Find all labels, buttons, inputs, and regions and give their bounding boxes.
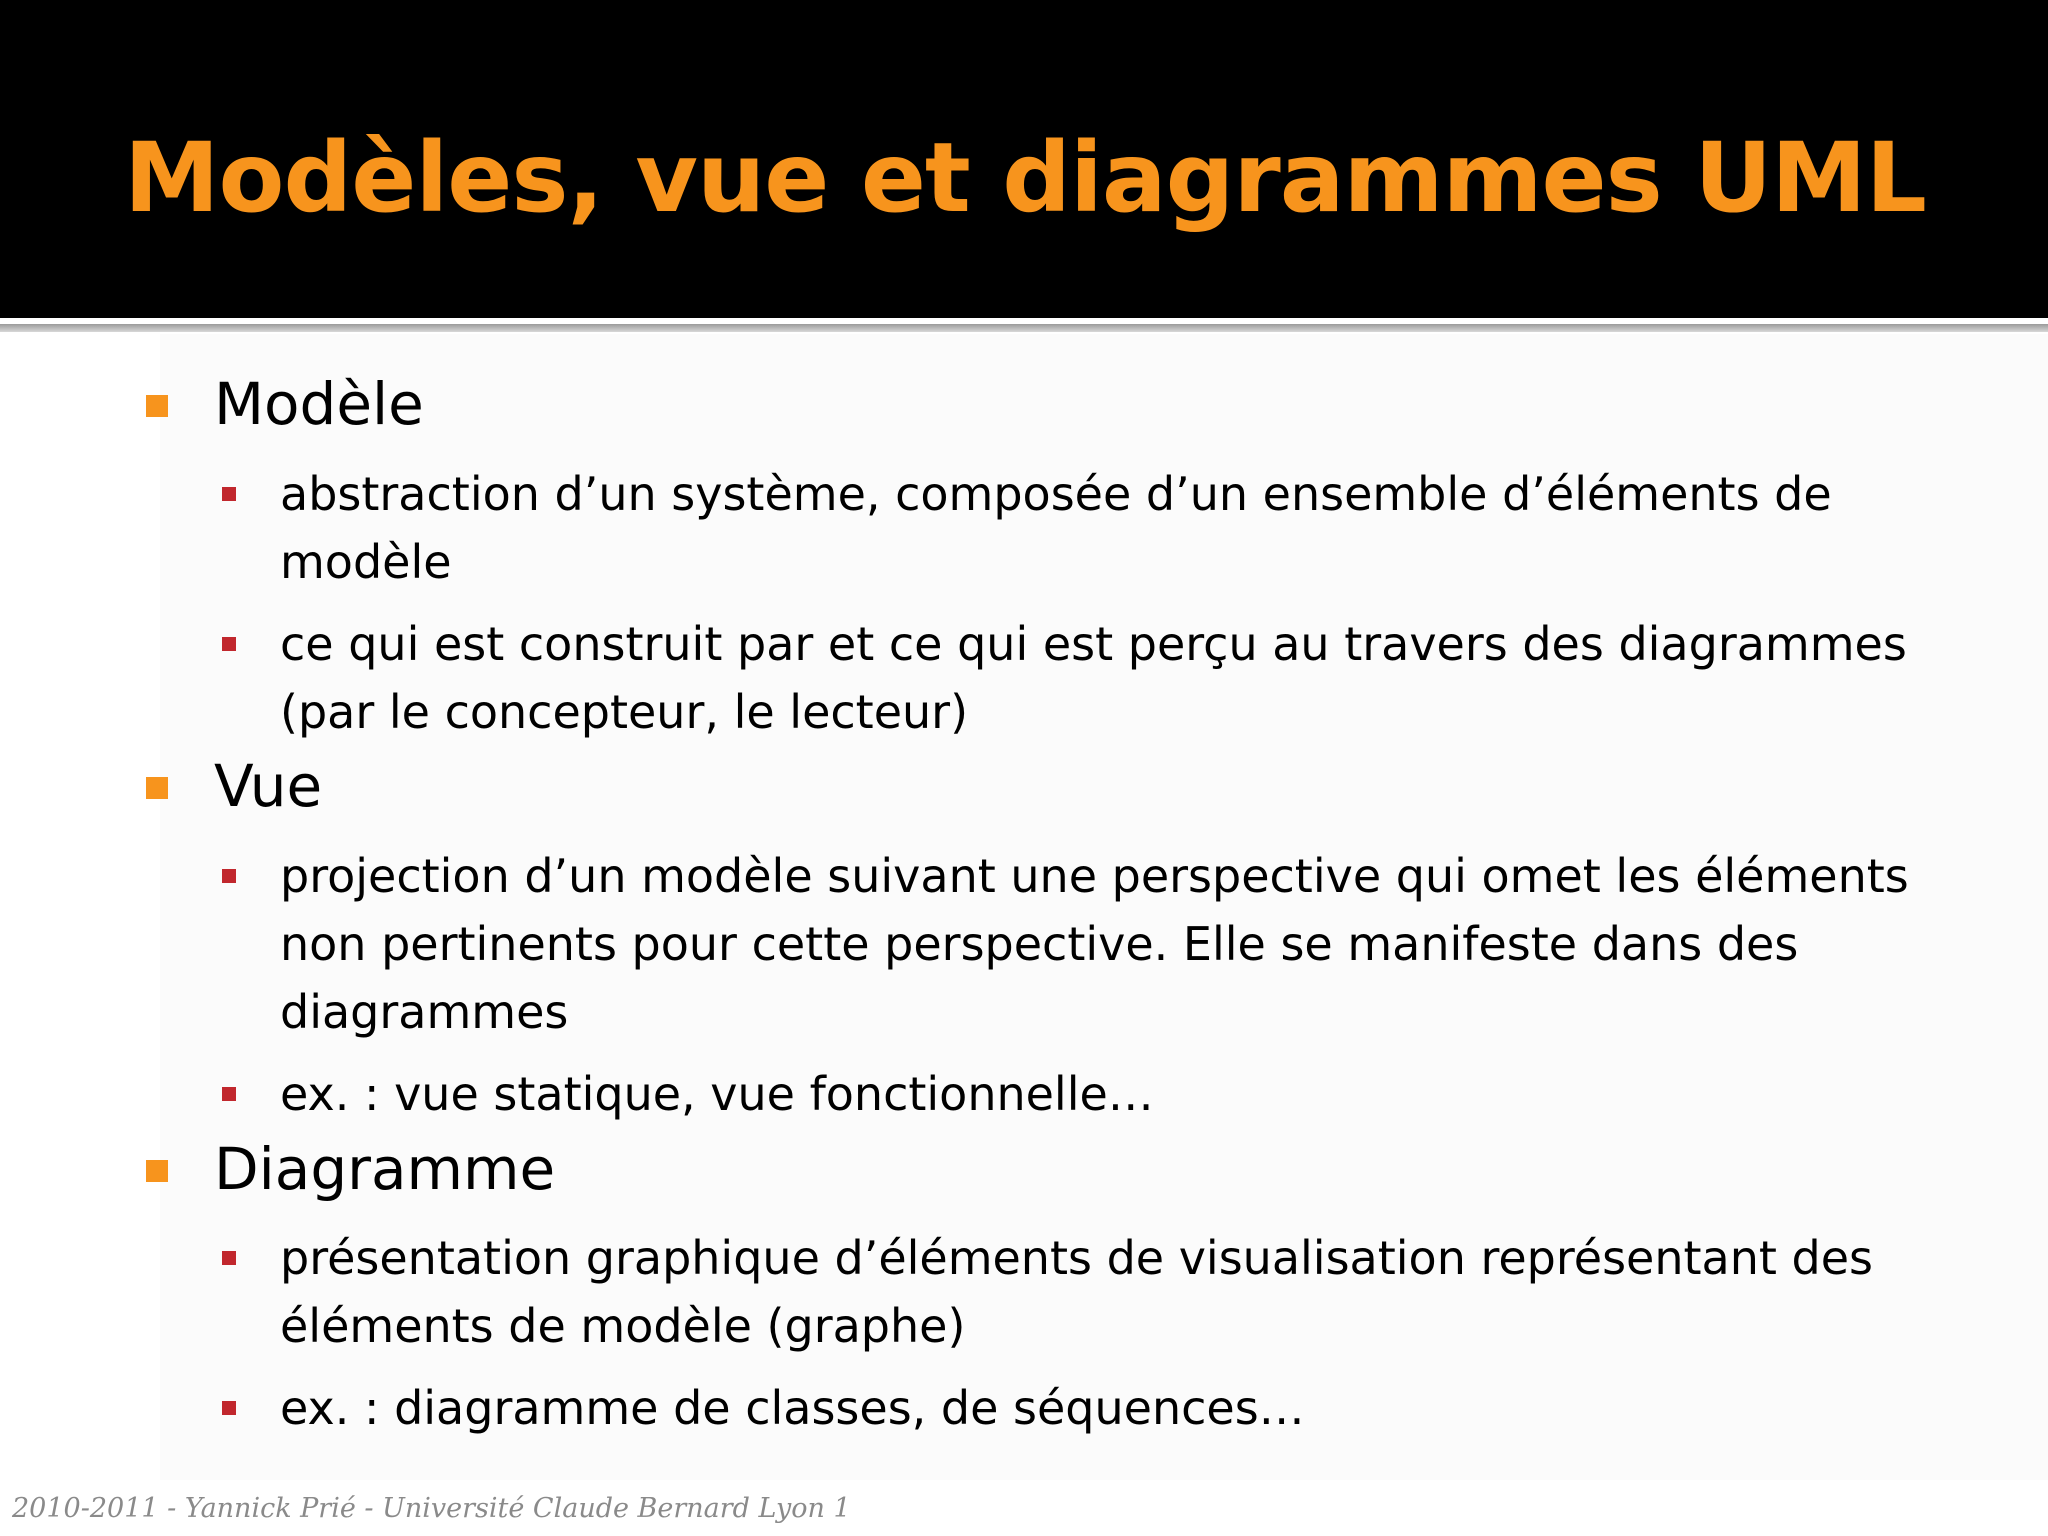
slide-title: Modèles, vue et diagrammes UML: [124, 122, 1926, 234]
list-item: ex. : diagramme de classes, de séquences…: [280, 1381, 1305, 1435]
slide-footer: 2010-2011 - Yannick Prié - Université Claude Bernard Lyon 1: [12, 1493, 851, 1524]
square-bullet-icon: [222, 487, 236, 501]
square-bullet-icon: [146, 777, 168, 799]
square-bullet-icon: [146, 395, 168, 417]
section-heading-diagramme: Diagramme: [214, 1135, 556, 1203]
section-heading-modele: Modèle: [214, 370, 424, 438]
list-item: abstraction d’un système, composée d’un ensemble d’éléments de modèle: [280, 467, 1832, 589]
list-item: ex. : vue statique, vue fonctionnelle…: [280, 1067, 1154, 1121]
square-bullet-icon: [146, 1160, 168, 1182]
square-bullet-icon: [222, 1401, 236, 1415]
square-bullet-icon: [222, 637, 236, 651]
list-item: ce qui est construit par et ce qui est perçu au travers des diagrammes (par le concepteur, le lecteur): [280, 617, 1907, 739]
title-divider: [0, 324, 2048, 332]
section-heading-vue: Vue: [214, 752, 323, 820]
title-bar: [0, 0, 2048, 318]
square-bullet-icon: [222, 869, 236, 883]
square-bullet-icon: [222, 1087, 236, 1101]
list-item: projection d’un modèle suivant une perspective qui omet les éléments non pertinents pour cette perspective. Elle se manifeste dans des diagrammes: [280, 849, 1909, 1039]
list-item: présentation graphique d’éléments de visualisation représentant des éléments de modèle (graphe): [280, 1231, 1873, 1353]
square-bullet-icon: [222, 1251, 236, 1265]
